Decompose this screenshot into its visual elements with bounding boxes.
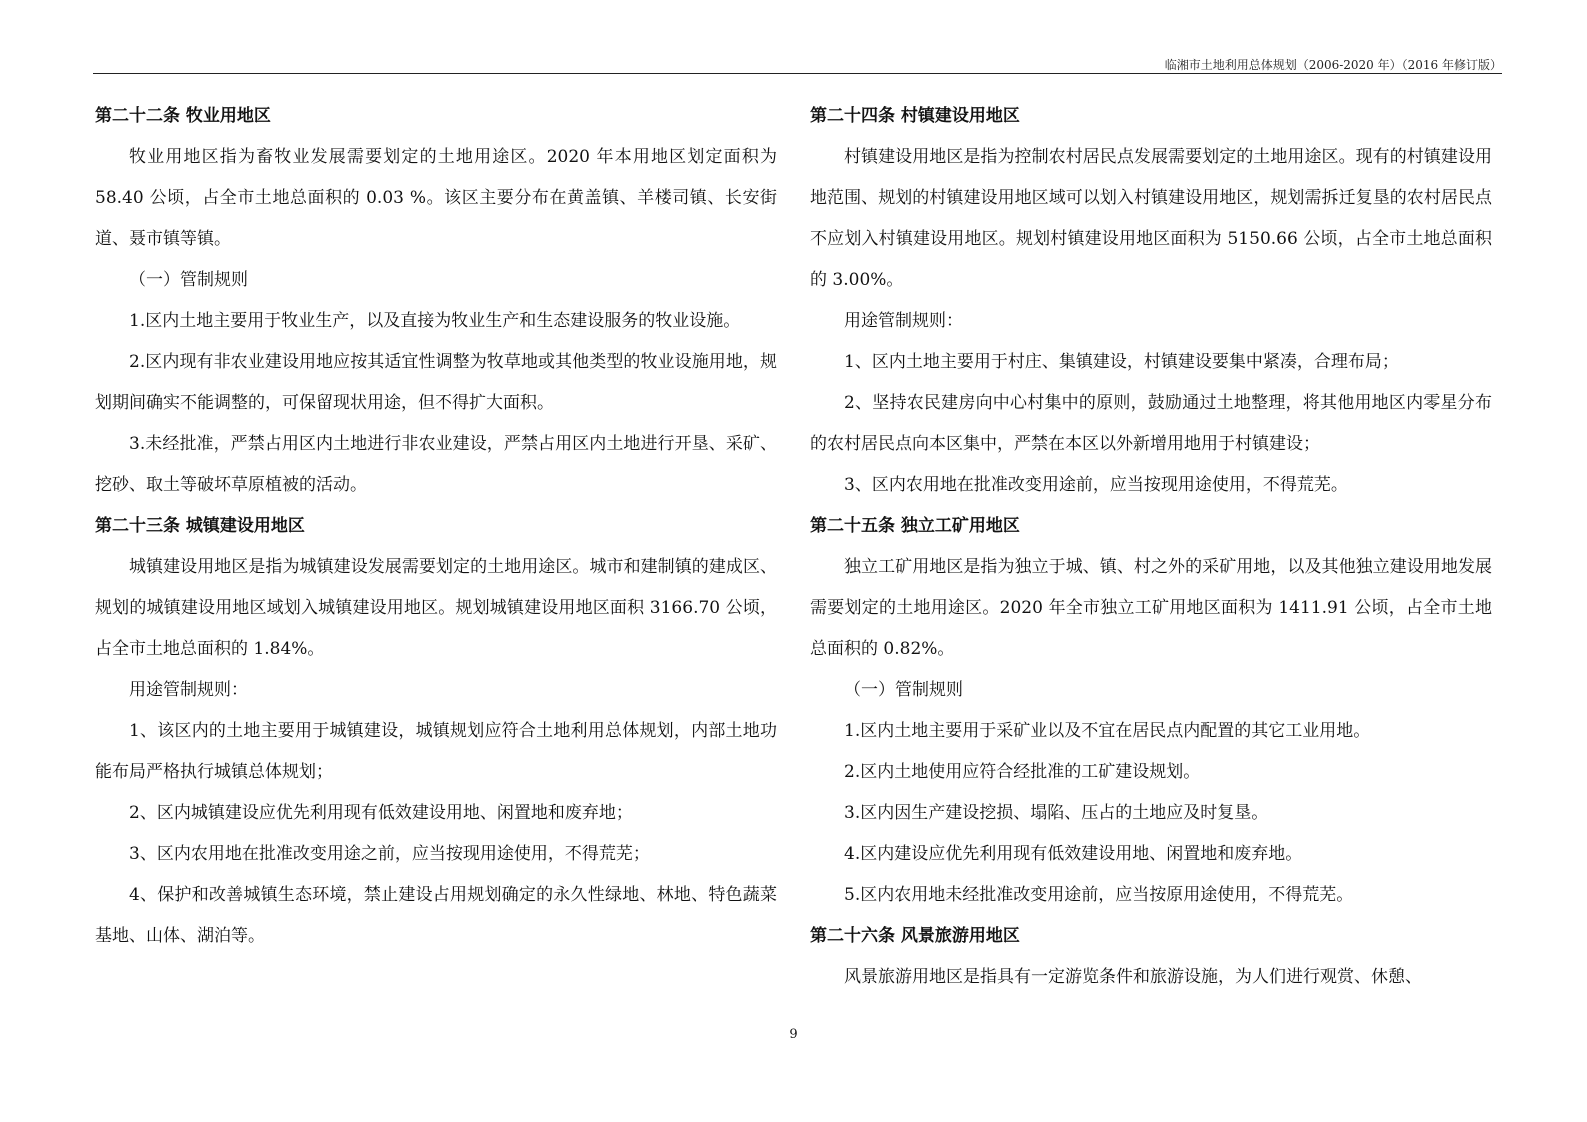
- article-22-paragraph-5: 3.未经批准，严禁占用区内土地进行非农业建设，严禁占用区内土地进行开垦、采矿、挖砂、取土等破坏草原植被的活动。: [95, 434, 777, 495]
- article-25-paragraph-3: 1.区内土地主要用于采矿业以及不宜在居民点内配置的其它工业用地。: [844, 721, 1371, 741]
- article-25-paragraph-1: 独立工矿用地区是指为独立于城、镇、村之外的采矿用地，以及其他独立建设用地发展需要划定的土地用途区。2020 年全市独立工矿用地区面积为 1411.91 公顷，占全市土地总面积的 0.82%。: [810, 557, 1492, 659]
- article-23-paragraph-6: 4、保护和改善城镇生态环境，禁止建设占用规划确定的永久性绿地、林地、特色蔬菜基地、山体、湖泊等。: [95, 885, 777, 946]
- article-25-paragraph-4: 2.区内土地使用应符合经批准的工矿建设规划。: [844, 762, 1201, 782]
- article-23-paragraph-1: 城镇建设用地区是指为城镇建设发展需要划定的土地用途区。城市和建制镇的建成区、规划的城镇建设用地区域划入城镇建设用地区。规划城镇建设用地区面积 3166.70 公顷，占全市土地总面积的 1.84%。: [95, 557, 777, 659]
- article-25-paragraph-5: 3.区内因生产建设挖损、塌陷、压占的土地应及时复垦。: [844, 803, 1269, 823]
- article-24-paragraph-5: 3、区内农用地在批准改变用途前，应当按现用途使用，不得荒芜。: [844, 475, 1348, 495]
- article-23-paragraph-4: 2、区内城镇建设应优先利用现有低效建设用地、闲置地和废弃地；: [129, 803, 633, 823]
- article-23-paragraph-3: 1、该区内的土地主要用于城镇建设，城镇规划应符合土地利用总体规划，内部土地功能布局严格执行城镇总体规划；: [95, 721, 777, 782]
- article-22-paragraph-2: （一）管制规则: [129, 270, 248, 290]
- article-24-heading: 第二十四条 村镇建设用地区: [810, 106, 1020, 126]
- article-26: [810, 916, 1492, 998]
- article-24-paragraph-2: 用途管制规则：: [844, 311, 963, 331]
- article-25-paragraph-6: 4.区内建设应优先利用现有低效建设用地、闲置地和废弃地。: [844, 844, 1303, 864]
- article-25-paragraph-2: （一）管制规则: [844, 680, 963, 700]
- article-22-heading: 第二十二条 牧业用地区: [95, 106, 271, 126]
- article-23: [95, 506, 777, 957]
- article-26-heading: 第二十六条 风景旅游用地区: [810, 926, 1020, 946]
- article-24-paragraph-1: 村镇建设用地区是指为控制农村居民点发展需要划定的土地用途区。现有的村镇建设用地范围、规划的村镇建设用地区域可以划入村镇建设用地区，规划需拆迁复垦的农村居民点不应划入村镇建设用地区。规划村镇建设用地区面积为 5150.66 公顷，占全市土地总面积的 3.00%。: [810, 147, 1492, 290]
- article-22: [95, 96, 777, 506]
- running-header: 临湘市土地利用总体规划（2006-2020 年）（2016 年修订版）: [1164, 58, 1502, 72]
- article-24: [810, 96, 1492, 506]
- header-rule: [93, 73, 1502, 74]
- article-23-paragraph-2: 用途管制规则：: [129, 680, 248, 700]
- left-column: [95, 96, 777, 957]
- article-23-paragraph-5: 3、区内农用地在批准改变用途之前，应当按现用途使用，不得荒芜；: [129, 844, 650, 864]
- article-25-heading: 第二十五条 独立工矿用地区: [810, 516, 1020, 536]
- article-22-paragraph-1: 牧业用地区指为畜牧业发展需要划定的土地用途区。2020 年本用地区划定面积为 58.40 公顷，占全市土地总面积的 0.03 %。该区主要分布在黄盖镇、羊楼司镇、长安街道、聂市镇等镇。: [95, 147, 777, 249]
- article-24-paragraph-3: 1、区内土地主要用于村庄、集镇建设，村镇建设要集中紧凑，合理布局；: [844, 352, 1399, 372]
- article-23-heading: 第二十三条 城镇建设用地区: [95, 516, 305, 536]
- article-25: [810, 506, 1492, 916]
- article-22-paragraph-4: 2.区内现有非农业建设用地应按其适宜性调整为牧草地或其他类型的牧业设施用地，规划期间确实不能调整的，可保留现状用途，但不得扩大面积。: [95, 352, 777, 413]
- article-26-paragraph-1: 风景旅游用地区是指具有一定游览条件和旅游设施，为人们进行观赏、休憩、: [844, 967, 1422, 987]
- article-25-paragraph-7: 5.区内农用地未经批准改变用途前，应当按原用途使用，不得荒芜。: [844, 885, 1354, 905]
- article-22-paragraph-3: 1.区内土地主要用于牧业生产，以及直接为牧业生产和生态建设服务的牧业设施。: [129, 311, 741, 331]
- right-column: [810, 96, 1492, 998]
- article-24-paragraph-4: 2、坚持农民建房向中心村集中的原则，鼓励通过土地整理，将其他用地区内零星分布的农村居民点向本区集中，严禁在本区以外新增用地用于村镇建设；: [810, 393, 1492, 454]
- page-number: 9: [789, 1027, 798, 1042]
